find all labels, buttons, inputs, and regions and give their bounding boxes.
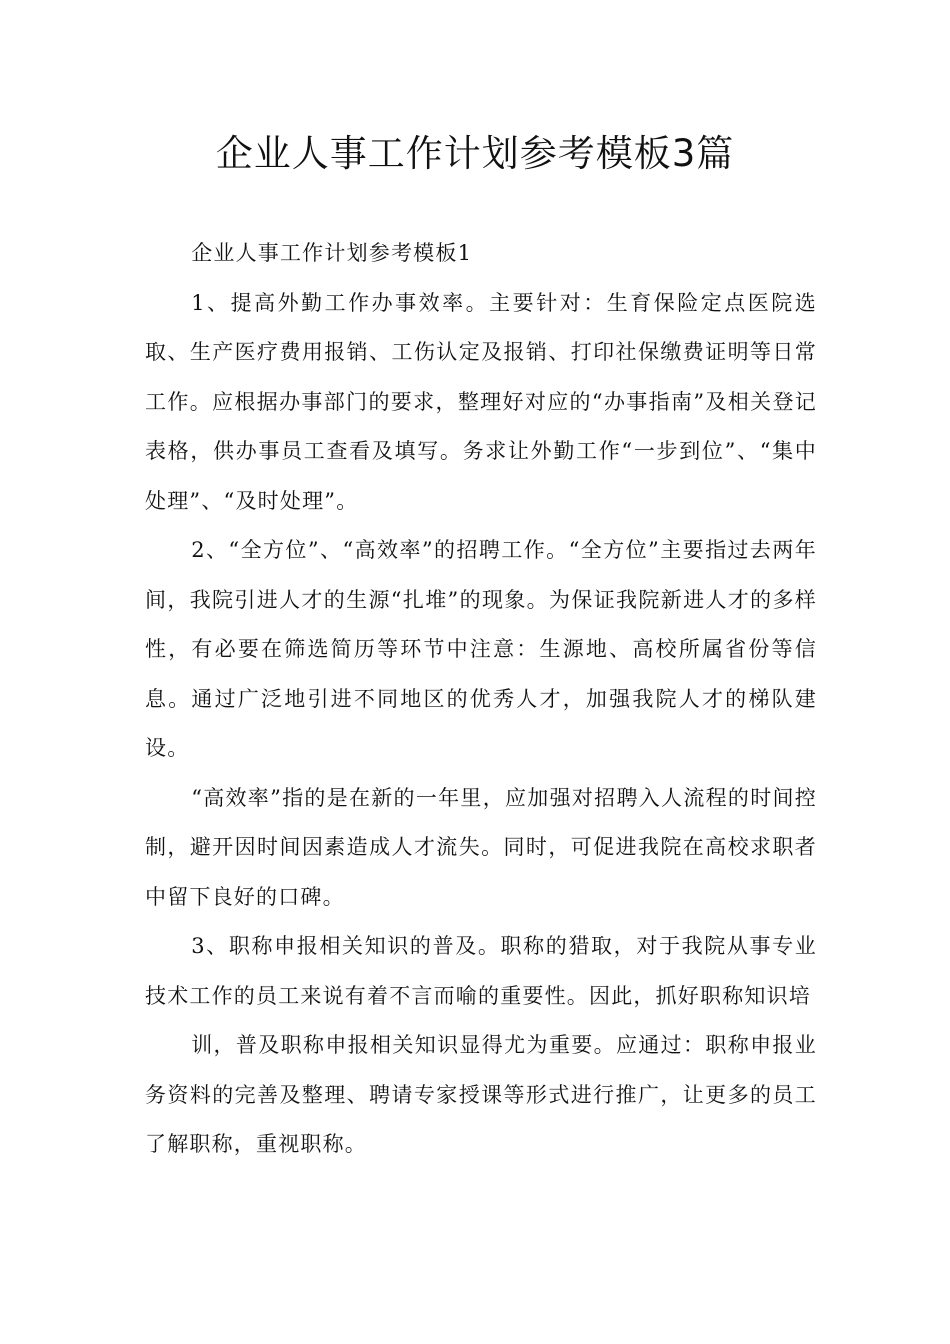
paragraph-item-1: 1、提高外勤工作办事效率。主要针对：生育保险定点医院选取、生产医疗费用报销、工伤认定及报销、打印社保缴费证明等日常工作。应根据办事部门的要求，整理好对应的“办事指南”及相关登记表格，供办事员工查看及填写。务求让外勤工作“一步到位”、“集中处理”、“及时处理”。: [145, 290, 817, 513]
paragraph-training: 训，普及职称申报相关知识显得尤为重要。应通过：职称申报业务资料的完善及整理、聘请专家授课等形式进行推广，让更多的员工了解职称，重视职称。: [145, 1033, 817, 1156]
section-heading: 企业人事工作计划参考模板1: [191, 241, 473, 265]
paragraph-item-2: 2、“全方位”、“高效率”的招聘工作。“全方位”主要指过去两年间，我院引进人才的生源“扎堆”的现象。为保证我院新进人才的多样性，有必要在筛选简历等环节中注意：生源地、高校所属省份等信息。通过广泛地引进不同地区的优秀人才，加强我院人才的梯队建设。: [145, 538, 817, 760]
document-body: [145, 229, 817, 1170]
paragraph-efficiency: “高效率”指的是在新的一年里，应加强对招聘入人流程的时间控制，避开因时间因素造成人才流失。同时，可促进我院在高校求职者中留下良好的口碑。: [145, 785, 817, 909]
document-title: 企业人事工作计划参考模板3篇: [215, 132, 735, 175]
paragraph-item-3: 3、职称申报相关知识的普及。职称的猎取，对于我院从事专业技术工作的员工来说有着不言而喻的重要性。因此，抓好职称知识培: [145, 934, 817, 1008]
